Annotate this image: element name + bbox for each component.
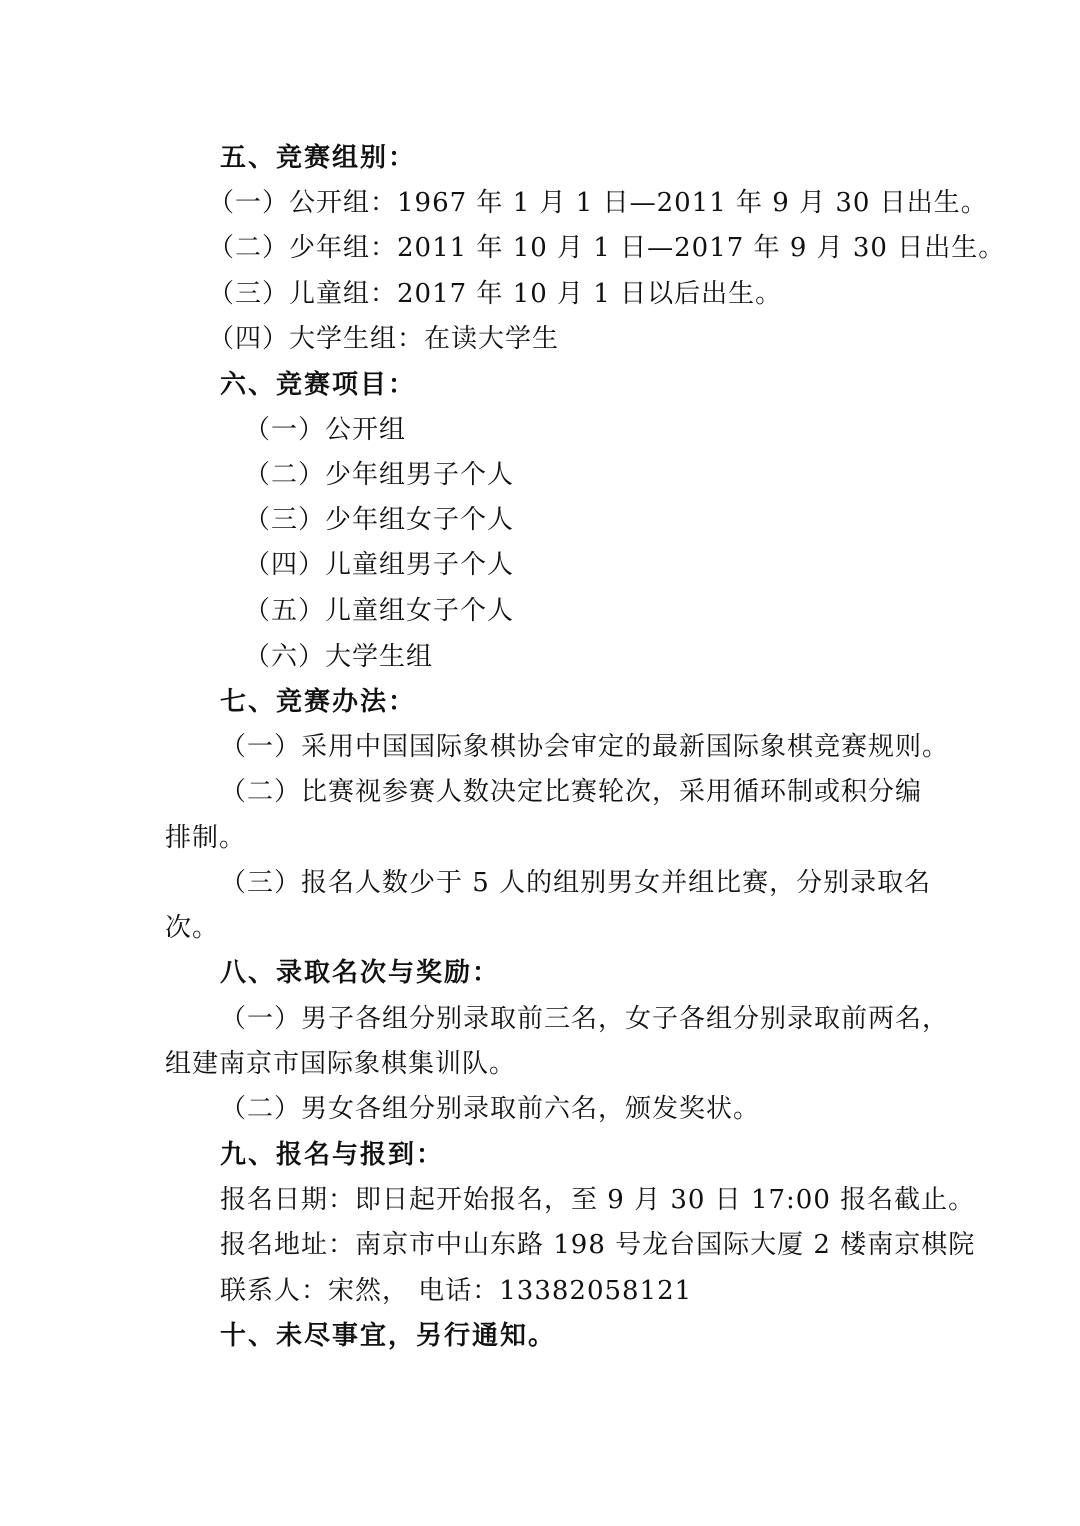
paragraph-line: （二）少年组：2011 年 10 月 1 日—2017 年 9 月 30 日出生。 xyxy=(208,233,1006,263)
section-heading: 六、竞赛项目： xyxy=(220,370,417,400)
list-item: （二）少年组男子个人 xyxy=(244,460,515,490)
paragraph-line: 组建南京市国际象棋集训队。 xyxy=(165,1049,517,1079)
paragraph-line: （三）报名人数少于 5 人的组别男女并组比赛，分别录取名 xyxy=(220,868,932,898)
list-item: （五）儿童组女子个人 xyxy=(244,596,515,626)
paragraph-line: （一）公开组：1967 年 1 月 1 日—2011 年 9 月 30 日出生。 xyxy=(208,188,988,218)
paragraph-line: （四）大学生组：在读大学生 xyxy=(208,324,560,354)
paragraph-line: （二）比赛视参赛人数决定比赛轮次，采用循环制或积分编 xyxy=(220,777,923,807)
paragraph-line: （二）男女各组分别录取前六名，颁发奖状。 xyxy=(220,1094,761,1124)
section-heading: 十、未尽事宜，另行通知。 xyxy=(220,1321,557,1351)
paragraph-line: 次。 xyxy=(165,913,220,943)
section-heading: 九、报名与报到： xyxy=(220,1140,445,1170)
paragraph-line: 排制。 xyxy=(165,823,247,853)
section-heading: 五、竞赛组别： xyxy=(220,143,417,173)
paragraph-line: （一）采用中国国际象棋协会审定的最新国际象棋竞赛规则。 xyxy=(220,732,950,762)
paragraph-line: 联系人：宋然， 电话：13382058121 xyxy=(220,1276,693,1306)
paragraph-line: （一）男子各组分别录取前三名，女子各组分别录取前两名， xyxy=(220,1004,950,1034)
paragraph-line: 报名地址：南京市中山东路 198 号龙台国际大厦 2 楼南京棋院 xyxy=(220,1230,976,1260)
list-item: （六）大学生组 xyxy=(244,642,434,672)
list-item: （一）公开组 xyxy=(244,415,407,445)
list-item: （三）少年组女子个人 xyxy=(244,505,515,535)
paragraph-line: 报名日期：即日起开始报名，至 9 月 30 日 17:00 报名截止。 xyxy=(220,1185,976,1215)
paragraph-line: （三）儿童组：2017 年 10 月 1 日以后出生。 xyxy=(208,279,783,309)
list-item: （四）儿童组男子个人 xyxy=(244,550,515,580)
section-heading: 七、竞赛办法： xyxy=(220,687,417,717)
section-heading: 八、录取名次与奖励： xyxy=(220,958,501,988)
